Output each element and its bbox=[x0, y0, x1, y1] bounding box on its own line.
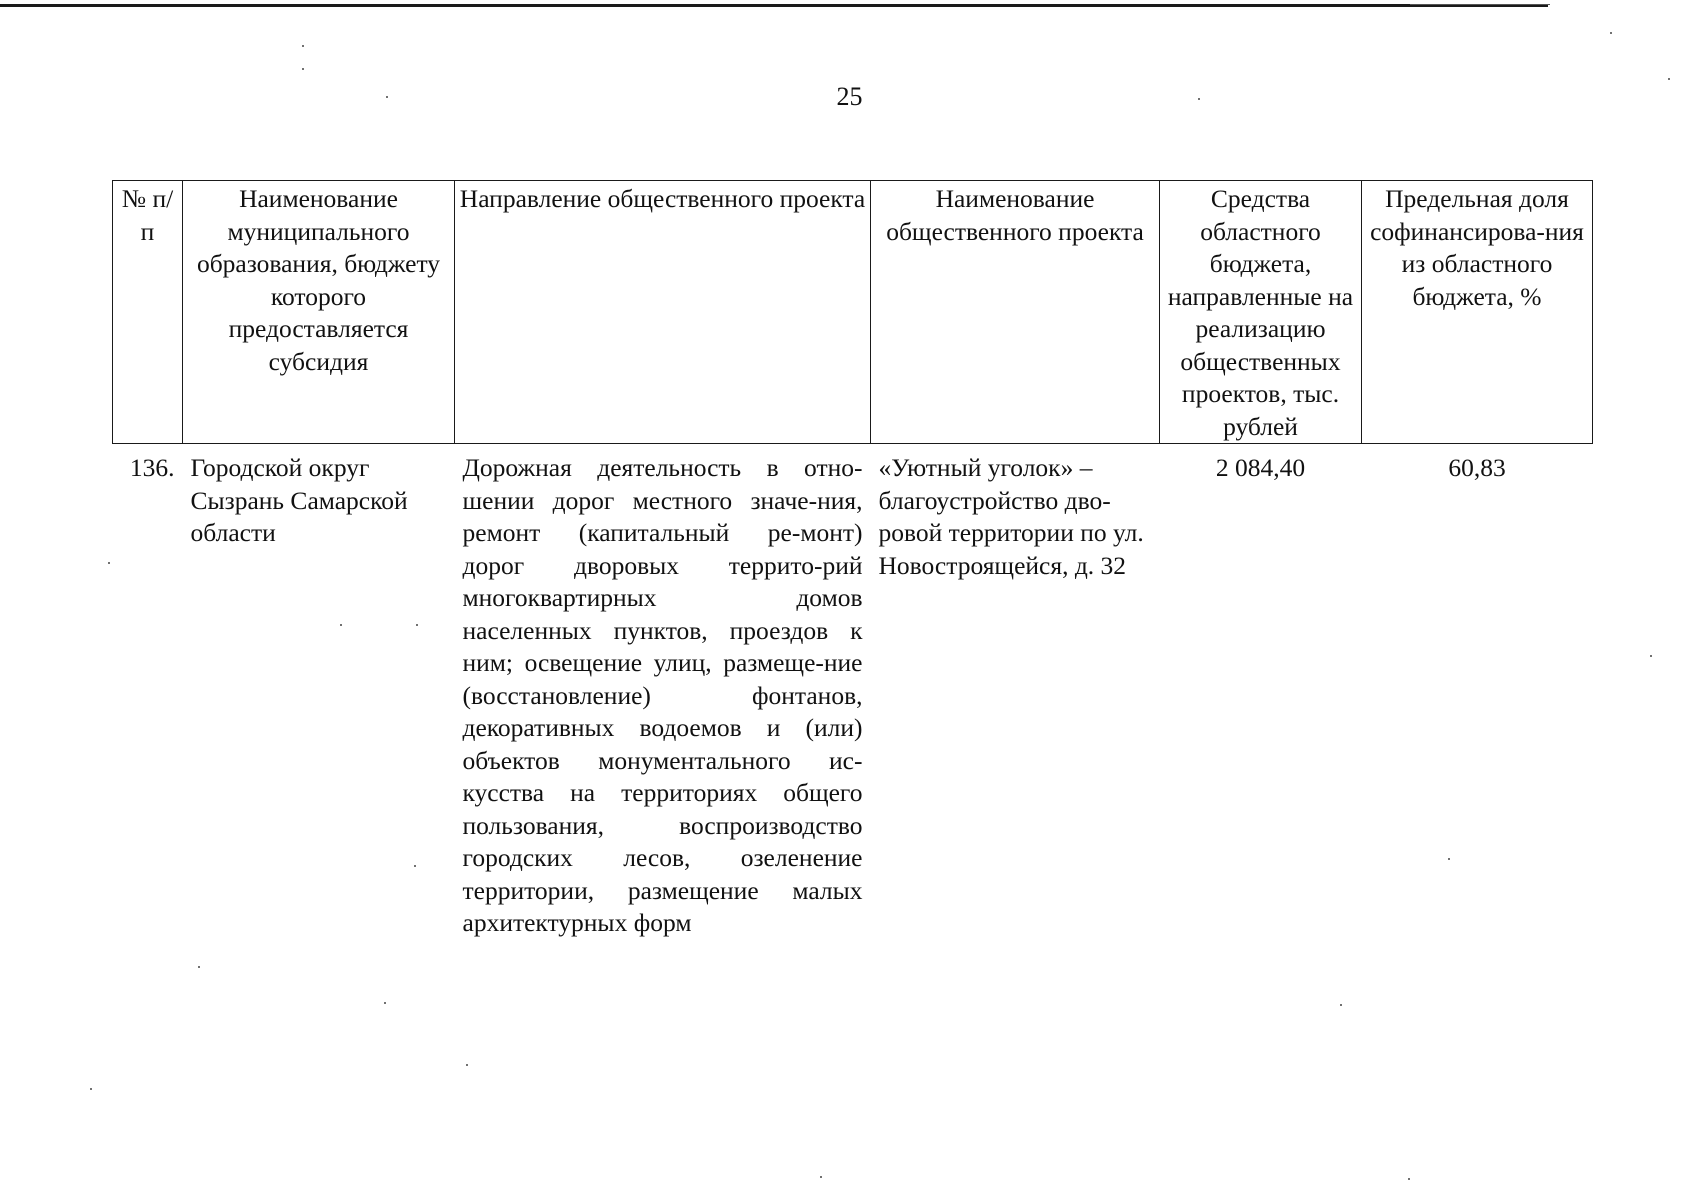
header-direction: Направление общественного проекта bbox=[455, 181, 871, 444]
row-project-name: «Уютный уголок» – благоустройство дво-ровой территории по ул. Новостроящейся, д. 32 bbox=[878, 453, 1144, 580]
top-border-line-thin bbox=[1410, 4, 1550, 5]
header-budget-funds: Средства областного бюджета, направленные на реализацию общественных проектов, тыс. рублей bbox=[1160, 181, 1362, 444]
row-cofinancing-share: 60,83 bbox=[1448, 453, 1506, 482]
scan-speck bbox=[90, 1088, 92, 1090]
scan-speck bbox=[1408, 1178, 1410, 1180]
table-header-row bbox=[113, 181, 1593, 444]
scan-speck bbox=[1448, 858, 1450, 860]
row-number: 136. bbox=[129, 453, 175, 482]
table-row bbox=[113, 444, 1593, 940]
scan-speck bbox=[416, 624, 418, 626]
scan-speck bbox=[384, 1002, 386, 1004]
header-number: № п/п bbox=[113, 181, 183, 444]
scan-speck bbox=[1650, 655, 1652, 657]
scan-speck bbox=[1668, 78, 1670, 80]
scan-speck bbox=[340, 624, 342, 626]
scan-speck bbox=[386, 96, 388, 98]
scan-speck bbox=[302, 45, 304, 47]
subsidy-table bbox=[112, 180, 1593, 940]
header-cofinancing-share: Предельная доля софинансирова-ния из областного бюджета, % bbox=[1362, 181, 1593, 444]
top-border-line bbox=[0, 4, 1548, 7]
scan-speck bbox=[820, 1176, 822, 1178]
row-direction: Дорожная деятельность в отно-шении дорог местного значе-ния, ремонт (капитальный ре-монт) дорог дворовых террито-рий многоквартирных домов населенных пунктов, проездов к ним; освещение улиц, размеще-ние (восстановление) фонтанов, декоративных водоемов и (или) объектов монументального ис-кусства на территориях общего пользования, воспроизводство городских лесов, озеленение территории, размещение малых архитектурных форм bbox=[462, 453, 863, 937]
row-budget-funds: 2 084,40 bbox=[1215, 453, 1306, 482]
scan-speck bbox=[1610, 32, 1612, 34]
scan-speck bbox=[108, 562, 110, 564]
scan-speck bbox=[198, 966, 200, 968]
scan-speck bbox=[1198, 98, 1200, 100]
header-project-name: Наименование общественного проекта bbox=[871, 181, 1160, 444]
row-municipality: Городской округ Сызрань Самарской области bbox=[190, 453, 408, 547]
scan-speck bbox=[466, 1064, 468, 1066]
scan-speck bbox=[302, 68, 304, 70]
scan-speck bbox=[1340, 1004, 1342, 1006]
subsidy-table-container bbox=[112, 180, 1592, 940]
header-municipality: Наименование муниципального образования, бюджету которого предоставляется субсидия bbox=[183, 181, 455, 444]
page-number: 25 bbox=[836, 82, 863, 111]
scan-speck bbox=[414, 865, 416, 867]
